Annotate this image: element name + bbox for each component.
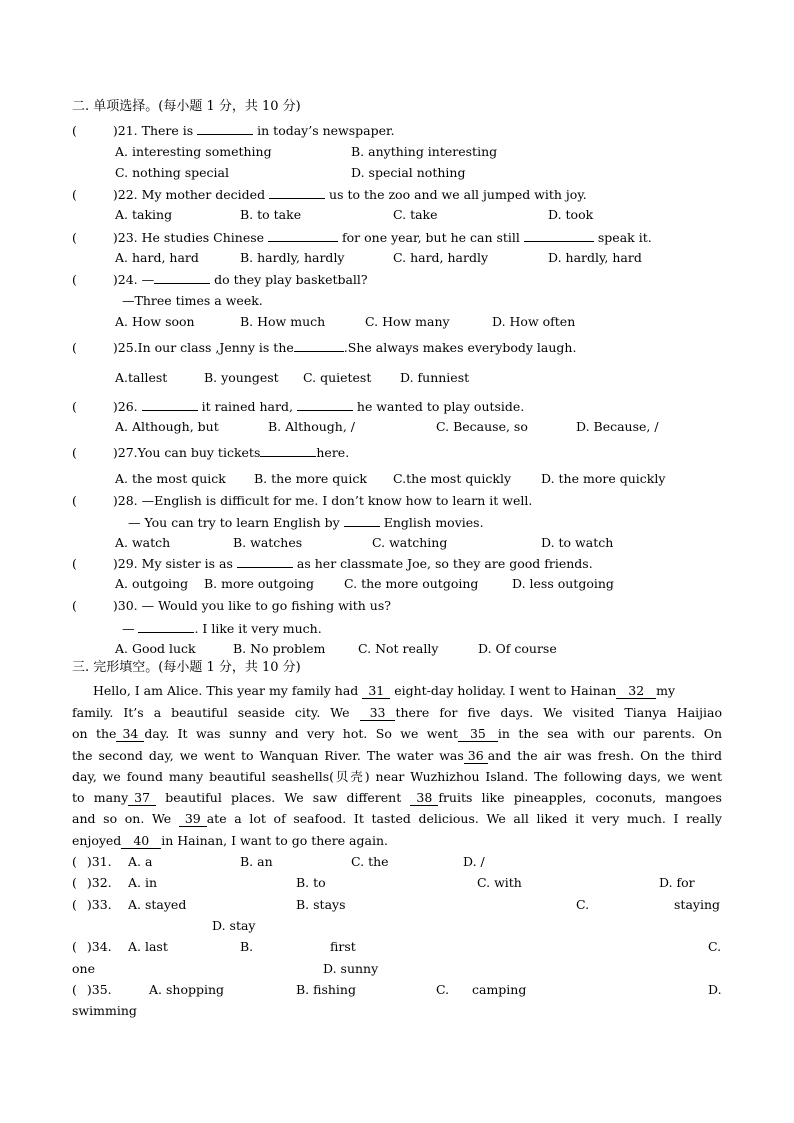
option-33b: B. stays	[296, 897, 346, 912]
passage-line-6: to many 37 beautiful places. We saw different 38 fruits like pineapples, coconuts, mangoes	[72, 790, 722, 805]
option-34d: D. sunny	[323, 961, 379, 976]
option-26d: D. Because, /	[576, 419, 659, 434]
question-21: ( )21. There is in today’s newspaper.	[72, 123, 395, 138]
option-27d: D. the more quickly	[541, 471, 666, 486]
question-28: ( )28. —English is difficult for me. I don’t know how to learn it well.	[72, 493, 533, 508]
option-29b: B. more outgoing	[204, 576, 315, 591]
option-27b: B. the more quick	[254, 471, 367, 486]
option-21a: A. interesting something	[115, 144, 272, 159]
option-23b: B. hardly, hardly	[240, 250, 345, 265]
option-35c-letter: C.	[436, 982, 450, 997]
question-29: ( )29. My sister is as as her classmate Joe, so they are good friends.	[72, 556, 593, 571]
option-26c: C. Because, so	[436, 419, 528, 434]
blank-34[interactable]: 34	[116, 726, 144, 742]
option-26b: B. Although, /	[268, 419, 356, 434]
option-24c: C. How many	[365, 314, 450, 329]
dialogue-line-24: —Three times a week.	[122, 293, 263, 308]
option-24b: B. How much	[240, 314, 326, 329]
option-28c: C. watching	[372, 535, 448, 550]
option-34c-text: one	[72, 961, 95, 976]
option-23d: D. hardly, hard	[548, 250, 642, 265]
option-28d: D. to watch	[541, 535, 614, 550]
answer-blank[interactable]	[197, 122, 253, 135]
blank-33[interactable]: 33	[360, 705, 396, 721]
blank-40[interactable]: 40	[121, 833, 161, 849]
option-31d: D. /	[463, 854, 485, 869]
option-29d: D. less outgoing	[512, 576, 614, 591]
answer-blank[interactable]	[237, 555, 293, 568]
option-30b: B. No problem	[233, 641, 326, 656]
option-29a: A. outgoing	[115, 576, 189, 591]
option-35d-letter: D.	[708, 982, 722, 997]
option-35c-text: camping	[472, 982, 527, 997]
answer-blank[interactable]	[268, 229, 338, 242]
option-24d: D. How often	[492, 314, 576, 329]
blank-38[interactable]: 38	[410, 790, 438, 806]
option-27a: A. the most quick	[115, 471, 226, 486]
option-34a: A. last	[128, 939, 168, 954]
option-21b: B. anything interesting	[351, 144, 498, 159]
blank-32[interactable]: 32	[616, 683, 656, 699]
option-35d-text: swimming	[72, 1003, 137, 1018]
blank-37[interactable]: 37	[128, 790, 156, 806]
answer-blank[interactable]	[260, 444, 316, 457]
question-25: ( )25.In our class ,Jenny is the .She always makes everybody laugh.	[72, 340, 577, 355]
passage-line-7: and so on. We 39 ate a lot of seafood. It tasted delicious. We all liked it very much. I really	[72, 811, 722, 826]
answer-blank[interactable]	[524, 229, 594, 242]
option-33a: A. stayed	[128, 897, 187, 912]
option-25b: B. youngest	[204, 370, 279, 385]
option-27c: C.the most quickly	[393, 471, 512, 486]
question-22: ( )22. My mother decided us to the zoo and we all jumped with joy.	[72, 187, 587, 202]
option-30a: A. Good luck	[115, 641, 196, 656]
blank-35[interactable]: 35	[458, 726, 498, 742]
option-35a: A. shopping	[149, 982, 225, 997]
option-32d: D. for	[659, 875, 695, 890]
question-32: ( )32.	[72, 875, 112, 890]
option-29c: C. the more outgoing	[344, 576, 479, 591]
question-35: ( )35.	[72, 982, 112, 997]
question-30: ( )30. — Would you like to go fishing with us?	[72, 598, 391, 613]
passage-line-2: family. It’s a beautiful seaside city. We 33 there for five days. We visited Tianya Haijiao	[72, 705, 722, 720]
option-33c-letter: C.	[576, 897, 590, 912]
section-2-heading: 二. 单项选择。(每小题 1 分，共 10 分)	[72, 99, 301, 114]
option-34b-text: first	[330, 939, 356, 954]
option-30c: C. Not really	[358, 641, 439, 656]
option-34b-letter: B.	[240, 939, 254, 954]
option-35b: B. fishing	[296, 982, 356, 997]
question-31: ( )31.	[72, 854, 112, 869]
section-3-heading: 三. 完形填空。(每小题 1 分，共 10 分)	[72, 660, 301, 675]
option-21c: C. nothing special	[115, 165, 230, 180]
option-23a: A. hard, hard	[115, 250, 199, 265]
option-22c: C. take	[393, 207, 438, 222]
option-32c: C. with	[477, 875, 522, 890]
option-34c-letter: C.	[708, 939, 722, 954]
option-21d: D. special nothing	[351, 165, 466, 180]
answer-blank[interactable]	[142, 398, 198, 411]
question-27: ( )27.You can buy tickets here.	[72, 445, 350, 460]
option-32b: B. to	[296, 875, 326, 890]
question-24: ( )24. — do they play basketball?	[72, 272, 368, 287]
option-31c: C. the	[351, 854, 389, 869]
blank-39[interactable]: 39	[179, 811, 207, 827]
option-28b: B. watches	[233, 535, 303, 550]
question-33: ( )33.	[72, 897, 112, 912]
option-24a: A. How soon	[115, 314, 195, 329]
answer-blank[interactable]	[269, 186, 325, 199]
option-30d: D. Of course	[478, 641, 557, 656]
question-34: ( )34.	[72, 939, 112, 954]
option-22a: A. taking	[115, 207, 173, 222]
option-33c-text: staying	[674, 897, 721, 912]
question-23: ( )23. He studies Chinese for one year, but he can still speak it.	[72, 230, 652, 245]
dialogue-line-28: — You can try to learn English by English movies.	[128, 515, 484, 530]
answer-blank[interactable]	[297, 398, 353, 411]
option-26a: A. Although, but	[115, 419, 219, 434]
option-22d: D. took	[548, 207, 594, 222]
option-25a: A.tallest	[115, 370, 168, 385]
option-25c: C. quietest	[303, 370, 372, 385]
passage-line-8: enjoyed 40 in Hainan, I want to go there again.	[72, 833, 388, 848]
blank-36[interactable]: 36	[464, 748, 488, 764]
passage-line-5: day, we found many beautiful seashells(贝壳) near Wuzhizhou Island. The following days, we went	[72, 769, 722, 784]
answer-blank[interactable]	[344, 514, 380, 527]
dialogue-line-30: — . I like it very much.	[122, 621, 322, 636]
blank-31[interactable]: 31	[362, 683, 390, 699]
passage-line-4: the second day, we went to Wanquan River. The water was 36 and the air was fresh. On the third	[72, 748, 723, 763]
option-33d: D. stay	[212, 918, 256, 933]
option-25d: D. funniest	[400, 370, 470, 385]
option-31a: A. a	[128, 854, 153, 869]
passage-line-3: on the 34 day. It was sunny and very hot. So we went 35 in the sea with our parents. On	[72, 726, 722, 741]
answer-blank[interactable]	[138, 620, 194, 633]
option-31b: B. an	[240, 854, 273, 869]
question-26: ( )26. it rained hard, he wanted to play outside.	[72, 399, 525, 414]
answer-blank[interactable]	[294, 339, 344, 352]
option-22b: B. to take	[240, 207, 302, 222]
answer-blank[interactable]	[154, 271, 210, 284]
option-28a: A. watch	[115, 535, 171, 550]
option-32a: A. in	[128, 875, 158, 890]
passage-line-1: Hello, I am Alice. This year my family had 31 eight-day holiday. I went to Hainan 32 my	[93, 683, 676, 698]
option-23c: C. hard, hardly	[393, 250, 489, 265]
